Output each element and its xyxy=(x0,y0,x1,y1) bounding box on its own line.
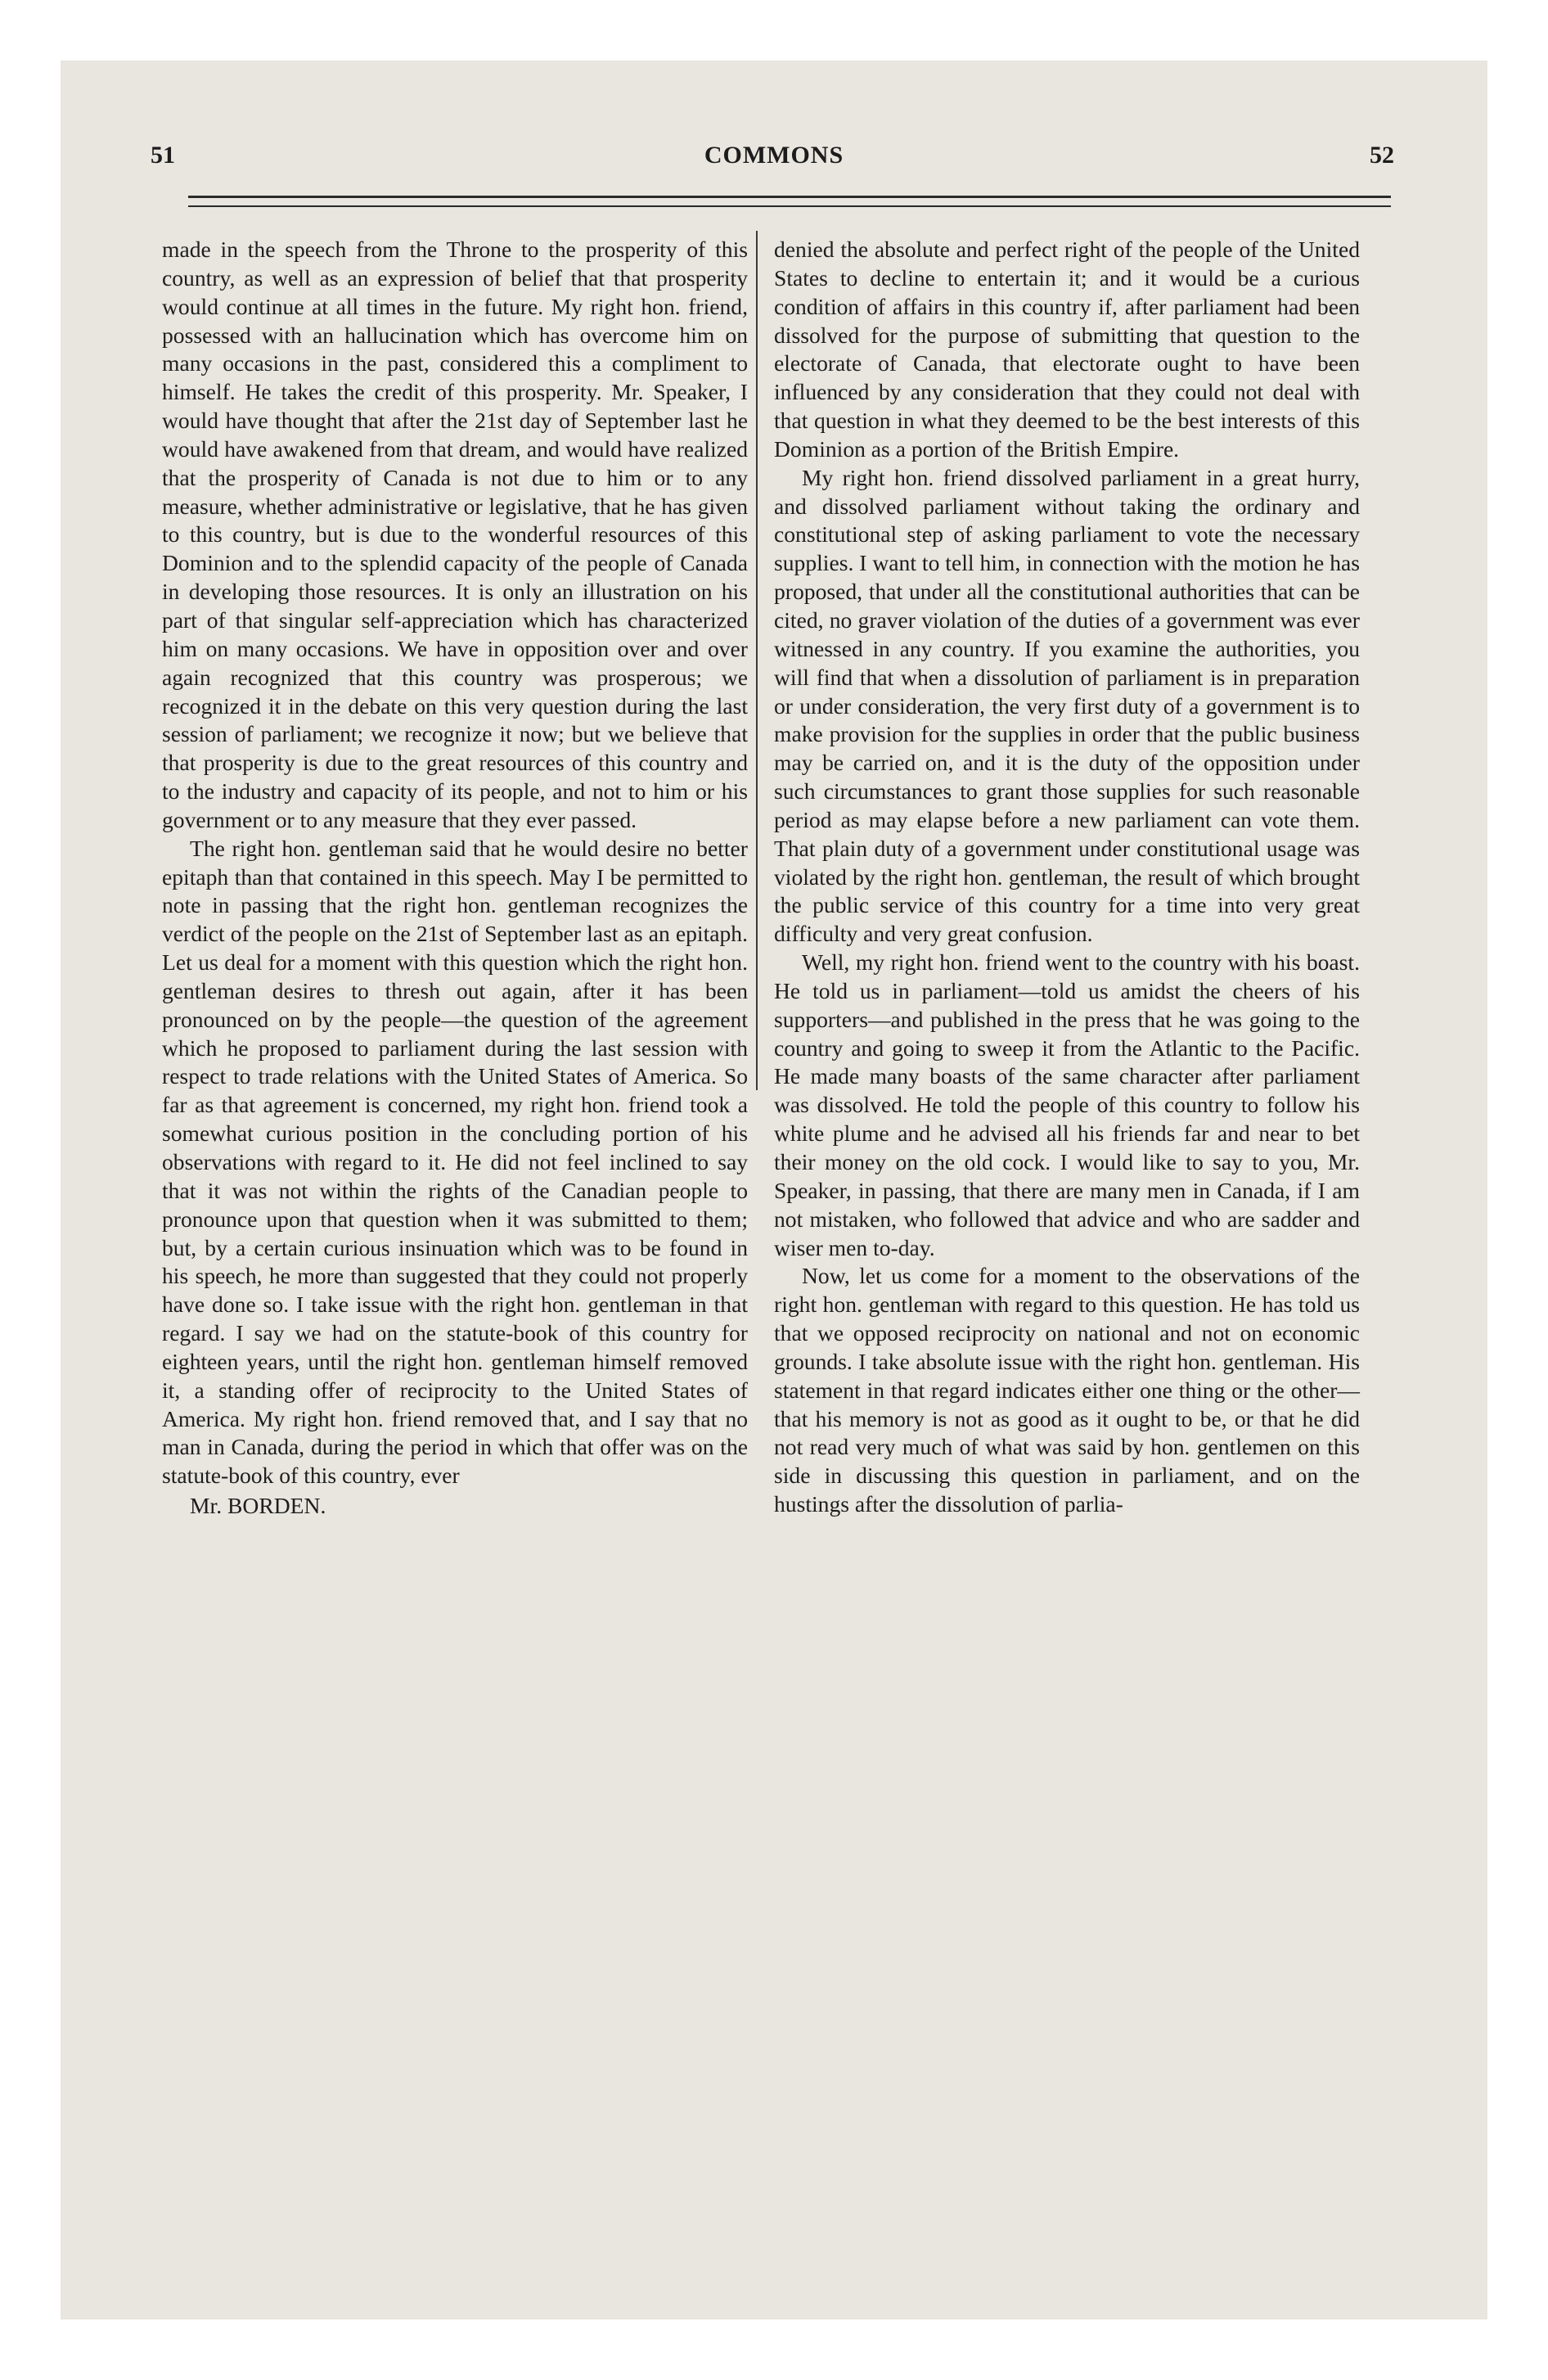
right-paragraph-2: My right hon. friend dissolved parliament in a great hurry, and dissolved parliament without taking the ordinary and constitutional step of asking parliament to vote the necessary supplies. I want to tell him, in connection with the motion he has proposed, that under all the constitutional authorities that can be cited, no graver violation of the duties of a government was ever witnessed in any country. If you examine the authorities, you will find that when a dissolution of parliament is in preparation or under consideration, the very first duty of a government is to make provision for the supplies in order that the public business may be carried on, and it is the duty of the opposition under such circumstances to grant those supplies for such reasonable period as may elapse before a new parliament can vote them. That plain duty of a government under constitutional usage was violated by the right hon. gentleman, the result of which brought the public service of this country for a time into very great difficulty and very great confusion. xyxy=(774,464,1360,947)
speaker-signature: Mr. BORDEN. xyxy=(190,1493,326,1519)
right-paragraph-3: Well, my right hon. friend went to the country with his boast. He told us in parliament—told us amidst the cheers of his supporters—and published in the press that he was going to the country and going to sweep it from the Atlantic to the Pacific. He made many boasts of the same character after parliament was dissolved. He told the people of this country to follow his white plume and he advised all his friends far and near to bet their money on the old cock. I would like to say to you, Mr. Speaker, in passing, that there are many men in Canada, if I am not mistaken, who followed that advice and who are sadder and wiser men to-day. xyxy=(774,949,1360,1260)
left-paragraph-1: made in the speech from the Throne to the prosperity of this country, as well as an expression of belief that that prosperity would continue at all times in the future. My right hon. friend, possessed with an hallucination which has overcome him on many occasions in the past, considered this a compliment to himself. He takes the credit of this prosperity. Mr. Speaker, I would have thought that after the 21st day of September last he would have awakened from that dream, and would have realized that the prosperity of Canada is not due to him or to any measure, whether administrative or legislative, that he has given to this country, but is due to the wonderful resources of this Dominion and to the splendid capacity of the people of Canada in developing those resources. It is only an illustration on his part of that singular self-appreciation which has characterized him on many occasions. We have in opposition over and over again recognized that this country was prosperous; we recognized it in the debate on this very question during the last session of parliament; we recognize it now; but we believe that that prosperity is due to the great resources of this country and to the industry and capacity of its people, and not to him or his government or to any measure that they ever passed. xyxy=(162,237,748,832)
page-number-left: 51 xyxy=(151,142,175,169)
page-number-right: 52 xyxy=(1370,142,1394,169)
left-column xyxy=(162,236,748,1521)
page-header-title: COMMONS xyxy=(704,142,844,169)
right-paragraph-4: Now, let us come for a moment to the observations of the right hon. gentleman with regard to this question. He has told us that we opposed reciprocity on national and not on economic grounds. I take absolute issue with the right hon. gentleman. His statement in that regard indicates either one thing or the other—that his memory is not as good as it ought to be, or that he did not read very much of what was said by hon. gentlemen on this side in discussing this question in parliament, and on the hustings after the dissolution of parlia- xyxy=(774,1263,1360,1517)
header-rule-thin xyxy=(188,205,1391,207)
right-paragraph-1: denied the absolute and perfect right of the people of the United States to decline to entertain it; and it would be a curious condition of affairs in this country if, after parliament had been dissolved for the purpose of submitting that question to the electorate of Canada, that electorate ought to have been influenced by any consideration that they could not deal with that question in what they deemed to be the best interests of this Dominion as a portion of the British Empire. xyxy=(774,237,1360,462)
right-column xyxy=(774,236,1360,1519)
header-rule-thick xyxy=(188,196,1391,198)
column-divider xyxy=(756,231,758,1090)
left-paragraph-2: The right hon. gentleman said that he would desire no better epitaph than that contained in this speech. May I be permitted to note in passing that the right hon. gentleman recognizes the verdict of the people on the 21st of September last as an epitaph. Let us deal for a moment with this question which the right hon. gentleman desires to thresh out again, after it has been pronounced on by the people—the question of the agreement which he proposed to parliament during the last session with respect to trade relations with the United States of America. So far as that agreement is concerned, my right hon. friend took a somewhat curious position in the concluding portion of his observations with regard to it. He did not feel inclined to say that it was not within the rights of the Canadian people to pronounce upon that question when it was submitted to them; but, by a certain curious insinuation which was to be found in his speech, he more than suggested that they could not properly have done so. I take issue with the right hon. gentleman in that regard. I say we had on the statute-book of this country for eighteen years, until the right hon. gentleman himself removed it, a standing offer of reciprocity to the United States of America. My right hon. friend removed that, and I say that no man in Canada, during the period in which that offer was on the statute-book of this country, ever xyxy=(162,835,748,1489)
